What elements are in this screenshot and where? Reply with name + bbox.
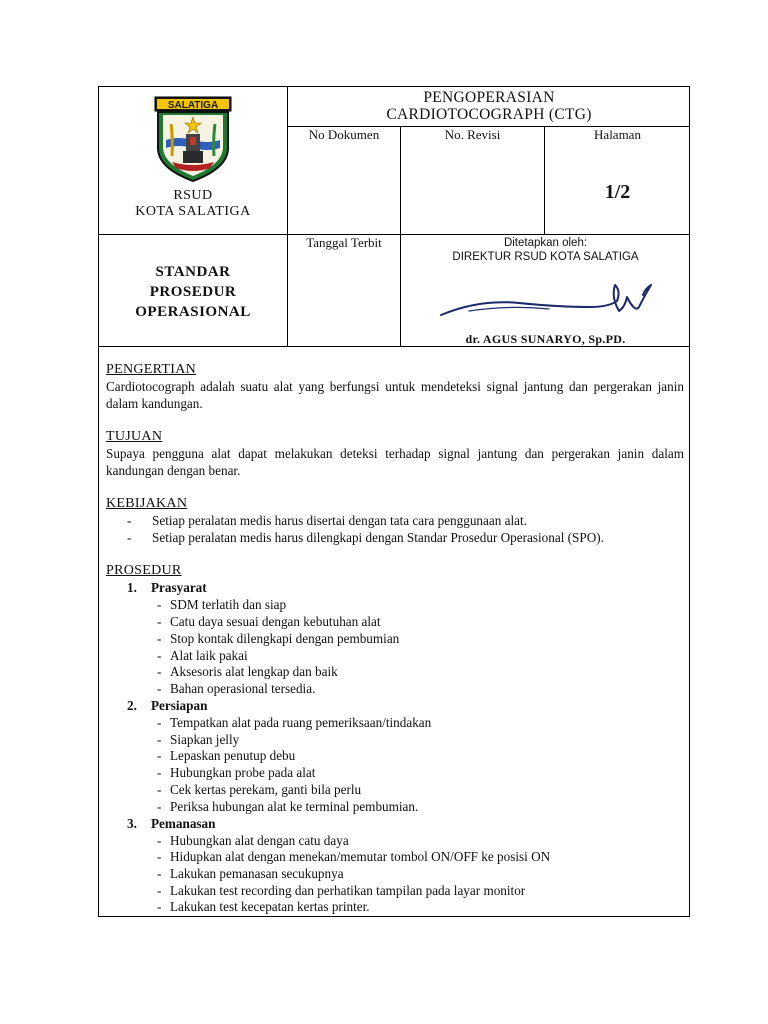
director-name: dr. AGUS SUNARYO, Sp.PD. xyxy=(465,332,626,346)
prosedur-step: - Aksesoris alat lengkap dan baik xyxy=(157,664,338,679)
kebijakan-item: - Setiap peralatan medis harus dilengkapi dengan Standar Prosedur Operasional (SPO). xyxy=(127,530,604,545)
halaman-label: Halaman xyxy=(594,127,641,142)
prosedur-step: - Siapkan jelly xyxy=(157,732,240,747)
prosedur-step: - Lepaskan penutup debu xyxy=(157,748,296,763)
tujuan-text: Supaya pengguna alat dapat melakukan deteksi terhadap signal jantung dan pergerakan janin dalam kandungan dengan benar. xyxy=(106,446,684,478)
kebijakan-item: - Setiap peralatan medis harus disertai dengan tata cara penggunaan alat. xyxy=(127,513,527,528)
salatiga-emblem-logo xyxy=(154,96,232,182)
prosedur-step: - Lakukan pemanasan secukupnya xyxy=(157,866,344,881)
logo-cell xyxy=(99,87,287,235)
director-signature xyxy=(439,277,659,327)
title-line2: CARDIOTOCOGRAPH (CTG) xyxy=(386,106,592,123)
pengertian-text: Cardiotocograph adalah suatu alat yang berfungsi untuk mendeteksi signal jantung dan pergerakan janin dalam kandungan. xyxy=(106,379,684,411)
prosedur-step: - Lakukan test kecepatan kertas printer. xyxy=(157,899,370,914)
page-number: 1/2 xyxy=(604,181,631,203)
ditetapkan-line1: Ditetapkan oleh: xyxy=(503,237,588,249)
pengertian-heading: PENGERTIAN xyxy=(106,362,197,377)
document-title xyxy=(288,87,690,126)
ditetapkan-block xyxy=(401,236,690,264)
sop-line3: OPERASIONAL xyxy=(135,304,251,320)
prosedur-step: - Hidupkan alat dengan menekan/memutar tombol ON/OFF ke posisi ON xyxy=(157,849,551,864)
org-name-line2: KOTA SALATIGA xyxy=(135,204,251,219)
document-header-table xyxy=(98,86,690,347)
logo-banner-text: SALATIGA xyxy=(167,100,219,111)
prosedur-section-title: 2. Persiapan xyxy=(127,698,208,713)
prosedur-step: - Cek kertas perekam, ganti bila perlu xyxy=(157,782,362,797)
tanggal-terbit-label: Tanggal Terbit xyxy=(306,235,382,250)
sop-line1: STANDAR xyxy=(155,264,231,280)
tujuan-heading: TUJUAN xyxy=(106,429,163,444)
ditetapkan-line2: DIREKTUR RSUD KOTA SALATIGA xyxy=(452,251,639,263)
sop-line2: PROSEDUR xyxy=(149,284,237,300)
document-body xyxy=(98,346,690,917)
prosedur-step: - Lakukan test recording dan perhatikan tampilan pada layar monitor xyxy=(157,883,526,898)
no-dokumen-label: No Dokumen xyxy=(308,127,380,142)
prosedur-step: - Periksa hubungan alat ke terminal pembumian. xyxy=(157,799,419,814)
title-line1: PENGOPERASIAN xyxy=(423,89,555,106)
prosedur-step: - Hubungkan probe pada alat xyxy=(157,765,316,780)
organization-name xyxy=(99,188,287,220)
org-name-line1: RSUD xyxy=(173,188,213,203)
prosedur-section-title: 1. Prasyarat xyxy=(127,580,207,595)
prosedur-step: - Tempatkan alat pada ruang pemeriksaan/tindakan xyxy=(157,715,432,730)
prosedur-step: - Hubungkan alat dengan catu daya xyxy=(157,833,349,848)
no-revisi-label: No. Revisi xyxy=(444,127,501,142)
prosedur-step: - Alat laik pakai xyxy=(157,648,248,663)
prosedur-heading: PROSEDUR xyxy=(106,563,182,578)
prosedur-step: - Bahan operasional tersedia. xyxy=(157,681,316,696)
sop-title xyxy=(99,262,287,322)
kebijakan-heading: KEBIJAKAN xyxy=(106,496,188,511)
prosedur-step: - SDM terlatih dan siap xyxy=(157,597,287,612)
prosedur-step: - Stop kontak dilengkapi dengan pembumian xyxy=(157,631,400,646)
prosedur-step: - Catu daya sesuai dengan kebutuhan alat xyxy=(157,614,381,629)
prosedur-section-title: 3. Pemanasan xyxy=(127,816,216,831)
